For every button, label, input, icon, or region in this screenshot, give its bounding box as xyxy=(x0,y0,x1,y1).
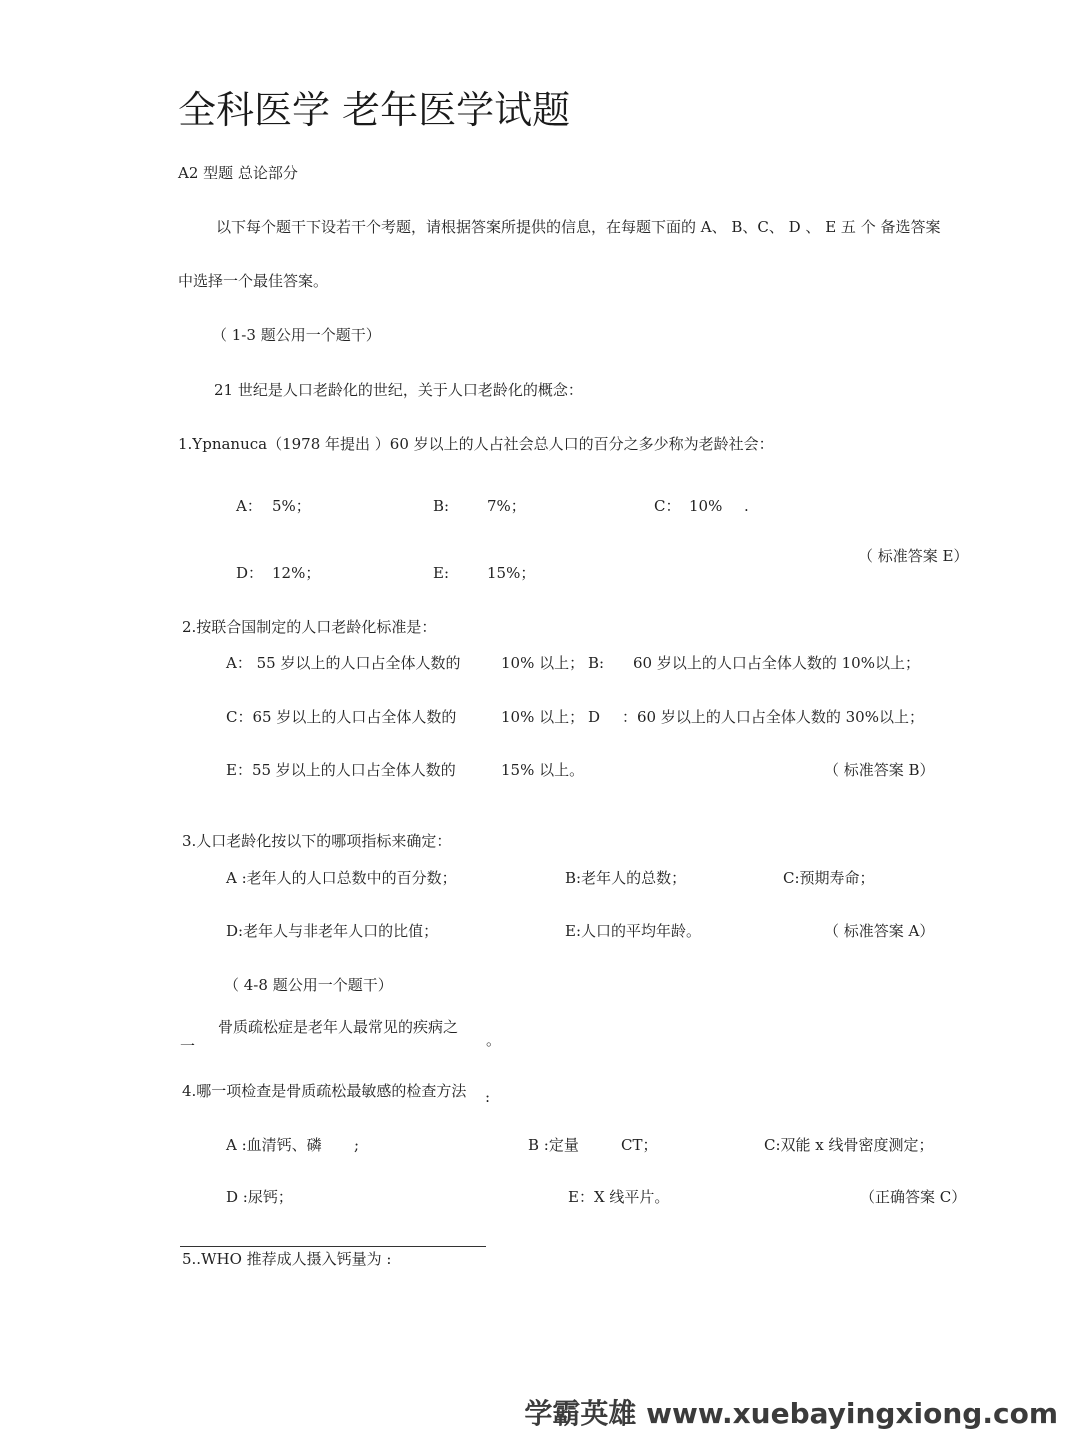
q2-option-b-label: B: xyxy=(588,654,605,672)
q1-option-c-text: 10% xyxy=(689,497,723,515)
q3-option-e: E:人口的平均年龄。 xyxy=(565,922,702,940)
q3-option-c: C:预期寿命； xyxy=(783,869,875,887)
group-2-stem-cont: 一 xyxy=(180,1037,196,1055)
q1-option-d-label: D： xyxy=(236,564,264,582)
q1-mark: . xyxy=(744,497,749,515)
q1-option-b-text: 7%； xyxy=(487,497,526,515)
group-2-stem-end: 。 xyxy=(486,1031,502,1049)
question-4-text: 4.哪一项检查是骨质疏松最敏感的检查方法 xyxy=(182,1082,467,1100)
q4-option-a-mark: ; xyxy=(354,1136,360,1154)
q4-option-c: C:双能 x 线骨密度测定； xyxy=(764,1136,934,1154)
q3-option-a: A :老年人的人口总数中的百分数； xyxy=(226,869,457,887)
question-3-text: 3.人口老龄化按以下的哪项指标来确定： xyxy=(182,832,452,850)
q2-option-c: C：65 岁以上的人口占全体人数的 xyxy=(226,708,457,726)
q3-answer: （ 标准答案 A） xyxy=(824,922,935,940)
watermark: 学霸英雄 www.xuebayingxiong.com xyxy=(524,1397,1058,1430)
q1-answer: （ 标准答案 E） xyxy=(858,547,969,565)
q1-option-c-label: C： xyxy=(654,497,681,515)
group-1-stem: 21 世纪是人口老龄化的世纪，关于人口老龄化的概念： xyxy=(214,381,583,399)
q4-option-a: A :血清钙、磷 xyxy=(226,1136,322,1154)
group-2-label: （ 4-8 题公用一个题干） xyxy=(224,976,393,994)
q1-option-a-text: 5%； xyxy=(272,497,311,515)
q4-option-e: E：X 线平片。 xyxy=(568,1188,670,1206)
q4-option-b: B :定量 xyxy=(528,1136,579,1154)
q1-option-a-label: A： xyxy=(236,497,262,515)
section-heading: A2 型题 总论部分 xyxy=(178,164,298,182)
q2-answer: （ 标准答案 B） xyxy=(824,761,935,779)
question-5-text: 5..WHO 推荐成人摄入钙量为 : xyxy=(182,1250,392,1268)
page-title: 全科医学 老年医学试题 xyxy=(178,88,571,132)
q1-option-e-text: 15%； xyxy=(487,564,536,582)
q2-option-a-value: 10% 以上； xyxy=(501,654,585,672)
q2-option-e: E：55 岁以上的人口占全体人数的 xyxy=(226,761,456,779)
instructions-line-1: 以下每个题干下设若干个考题，请根据答案所提供的信息，在每题下面的 A、 B、C、 D 、 E 五 个 备选答案 xyxy=(216,218,941,236)
q4-option-d: D :尿钙； xyxy=(226,1188,293,1206)
q3-option-d: D:老年人与非老年人口的比值； xyxy=(226,922,439,940)
q2-option-d-label: D xyxy=(588,708,601,726)
q4-answer: （正确答案 C） xyxy=(860,1188,967,1206)
q1-option-d-text: 12%； xyxy=(272,564,321,582)
q4-option-b-value: CT； xyxy=(621,1136,658,1154)
q2-option-b-text: 60 岁以上的人口占全体人数的 10%以上； xyxy=(633,654,920,672)
instructions-line-2: 中选择一个最佳答案。 xyxy=(178,272,329,290)
q2-option-a: A： 55 岁以上的人口占全体人数的 xyxy=(226,654,461,672)
q1-option-b-label: B: xyxy=(433,497,450,515)
q1-option-e-label: E: xyxy=(433,564,450,582)
question-2-text: 2.按联合国制定的人口老龄化标准是： xyxy=(182,618,437,636)
question-4-end: : xyxy=(485,1088,491,1106)
q2-option-e-value: 15% 以上。 xyxy=(501,761,585,779)
separator-line xyxy=(180,1246,486,1247)
q2-option-c-value: 10% 以上； xyxy=(501,708,585,726)
q2-option-d-text: ：60 岁以上的人口占全体人数的 30%以上； xyxy=(622,708,924,726)
group-1-label: （ 1-3 题公用一个题干） xyxy=(212,326,381,344)
question-1-text: 1.Ypnanuca（1978 年提出 ）60 岁以上的人占社会总人口的百分之多少称为老龄社会： xyxy=(178,435,774,453)
group-2-stem: 骨质疏松症是老年人最常见的疾病之 xyxy=(218,1018,459,1036)
q3-option-b: B:老年人的总数； xyxy=(565,869,687,887)
